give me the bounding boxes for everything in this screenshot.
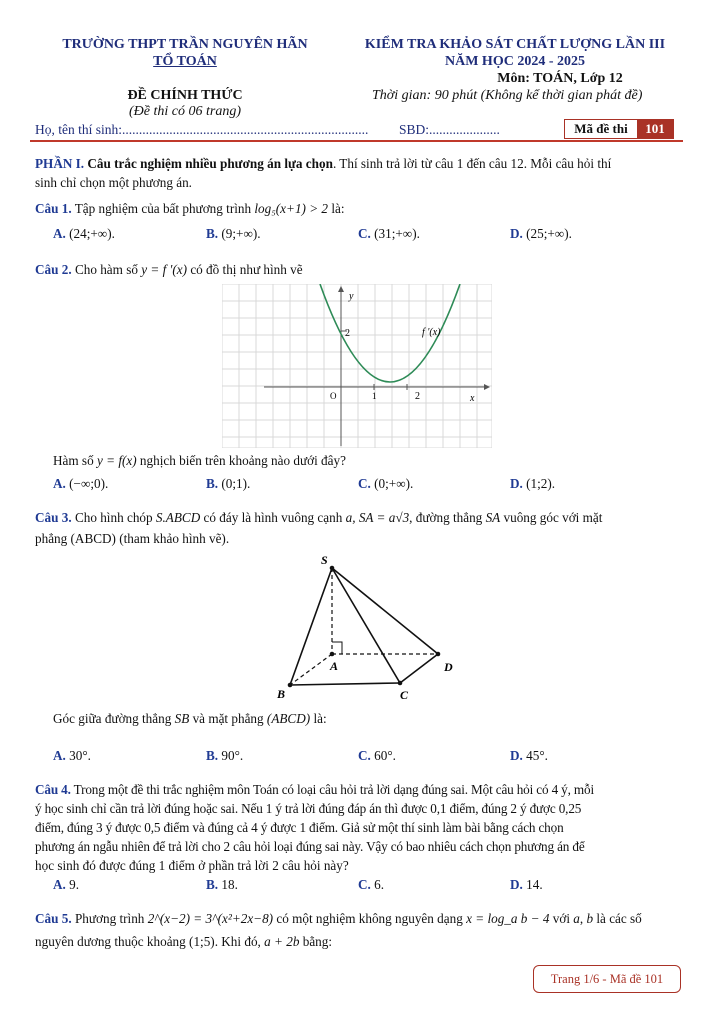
question-4-line3: điểm, đúng 3 ý được 0,5 điểm và đúng cả 4 ý được 1 điểm. Giả sử một thí sinh làm bài bằng cách chọn [35,820,564,835]
graph-grid [222,284,492,448]
question-3: Câu 3. Cho hình chóp S.ABCD có đáy là hình vuông cạnh a, SA = a√3, đường thẳng SA vuông góc với mặt [35,510,603,525]
x-axis-label: x [470,393,475,404]
question-4-line4: phương án ngẫu nhiên để trả lời cho 2 câu hỏi loại đúng sai này. Vậy có bao nhiêu cách chọn phương án để [35,839,585,854]
exam-title: KIỂM TRA KHẢO SÁT CHẤT LƯỢNG LẦN III [364,37,666,52]
pages-note: (Đề thi có 06 trang) [129,104,241,119]
time-note: Thời gian: 90 phút (Không kể thời gian phát đề) [372,88,643,103]
tick-label-y-2: 2 [345,328,350,339]
q1-option-c[interactable]: C. (31;+∞). [358,226,420,241]
question-3-prompt: Góc giữa đường thẳng SB và mặt phẳng (ABCD) là: [53,711,327,726]
tick-label-x-1: 1 [372,391,377,401]
q2-option-c[interactable]: C. (0;+∞). [358,476,414,491]
school-year: NĂM HỌC 2024 - 2025 [445,54,585,69]
q4-option-a[interactable]: A. 9. [53,877,80,892]
subject: Môn: TOÁN, Lớp 12 [497,71,623,86]
curve-label: f '(x) [422,327,441,338]
exam-code-label: Mã đề thi [574,121,628,136]
sbd-line: SBD:..................... [399,122,500,137]
q1-option-d[interactable]: D. (25;+∞). [510,226,572,241]
q4-option-b[interactable]: B. 18. [206,877,238,892]
q2-option-d[interactable]: D. (1;2). [510,476,556,491]
question-2: Câu 2. Cho hàm số y = f '(x) có đồ thị như hình vẽ [35,262,303,277]
question-4-line5: học sinh đó được đúng 1 điểm ở phần trả lời 2 câu hỏi này? [35,858,349,873]
exam-code-box [564,119,674,139]
q3-option-b[interactable]: B. 90°. [206,748,244,763]
vertex-label-c: C [400,688,409,702]
q4-option-c[interactable]: C. 6. [358,877,385,892]
question-4: Câu 4. Trong một đề thi trắc nghiệm môn Toán có loại câu hỏi trả lời dạng đúng sai. Một câu hỏi có 4 ý, mỗi [35,782,594,797]
department: TỔ TOÁN [153,54,217,69]
official-label: ĐỀ CHÍNH THỨC [127,88,243,103]
exam-code-value: 101 [637,120,673,138]
vertex-label-s: S [321,553,328,567]
tick-label-x-2: 2 [415,391,420,402]
q3-option-d[interactable]: D. 45°. [510,748,548,763]
question-5-line2: nguyên dương thuộc khoảng (1;5). Khi đó, a + 2b bằng: [35,934,333,949]
q3-option-c[interactable]: C. 60°. [358,748,396,763]
q2-option-a[interactable]: A. (−∞;0). [53,476,109,491]
question-4-line2: ý học sinh chỉ cần trả lời đúng hoặc sai. Nếu 1 ý trả lời đúng đáp án thì được 0,1 điểm, đúng 2 ý được 0,25 [35,801,582,816]
school-name: TRƯỜNG THPT TRẦN NGUYÊN HÃN [62,37,308,52]
part1-intro: PHẦN I. Câu trắc nghiệm nhiều phương án lựa chọn. Thí sinh trả lời từ câu 1 đến câu 12. Mỗi câu hỏi thí [35,156,612,171]
origin-label: O [330,391,337,401]
question-5: Câu 5. Phương trình 2^(x−2) = 3^(x²+2x−8) có một nghiệm không nguyên dạng x = log_a b − 4 với a, b là các số [35,911,642,926]
derivative-graph [222,284,492,448]
question-2-prompt: Hàm số y = f(x) nghịch biến trên khoảng nào dưới đây? [53,453,346,468]
pyramid-figure [270,550,470,705]
vertex-label-a: A [330,659,339,673]
q2-option-b[interactable]: B. (0;1). [206,476,251,491]
y-axis-label: y [349,291,354,302]
page-footer: Trang 1/6 - Mã đề 101 [533,965,681,993]
header-divider [30,140,683,142]
q1-option-a[interactable]: A. (24;+∞). [53,226,115,241]
question-1: Câu 1. Tập nghiệm của bất phương trình log₅(x+1) > 2 là: [35,201,345,216]
part1-intro-line2: sinh chỉ chọn một phương án. [35,175,192,190]
question-3-line2: phẳng (ABCD) (tham khảo hình vẽ). [35,531,230,546]
q1-option-b[interactable]: B. (9;+∞). [206,226,261,241]
q3-option-a[interactable]: A. 30°. [53,748,91,763]
q4-option-d[interactable]: D. 14. [510,877,543,892]
name-line: Họ, tên thí sinh:......................................................................... [35,122,369,137]
vertex-label-d: D [444,660,453,674]
vertex-label-b: B [277,687,286,701]
